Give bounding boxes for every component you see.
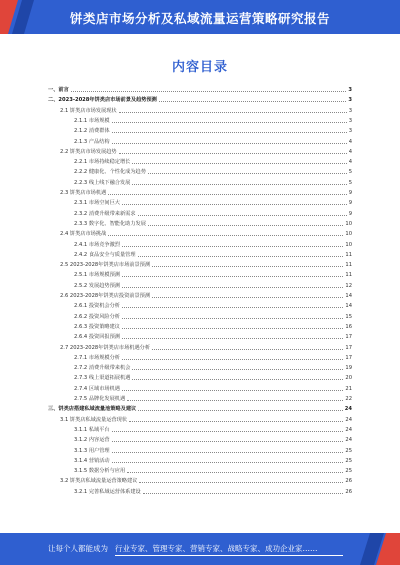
- footer-roles-text: 行业专家、管理专家、营销专家、战略专家、成功企业家……: [115, 544, 318, 553]
- toc-entry[interactable]: [48, 447, 352, 455]
- toc-dot-leader: [148, 173, 347, 174]
- toc-dot-leader: [139, 482, 343, 483]
- toc-entry-page: 21: [345, 385, 352, 392]
- toc-entry[interactable]: [48, 148, 352, 156]
- toc-dot-leader: [159, 101, 347, 102]
- toc-entry-label: 2.3.1 市场空间巨大: [74, 200, 120, 207]
- toc-entry-label: 2.4 饼类店市场挑战: [60, 231, 107, 238]
- toc-entry-label: 三、饼类店搭建私域流量池策略及建议: [48, 406, 137, 413]
- toc-entry[interactable]: [48, 271, 352, 279]
- toc-dot-leader: [112, 132, 347, 133]
- toc-entry-page: 11: [345, 262, 352, 269]
- toc-entry[interactable]: [48, 261, 352, 269]
- toc-dot-leader: [122, 307, 343, 308]
- toc-entry-page: 19: [345, 365, 352, 372]
- toc-entry-label: 2.3 饼类店市场机遇: [60, 190, 107, 196]
- toc-entry-page: 3: [348, 87, 352, 93]
- toc-entry[interactable]: [48, 426, 352, 434]
- page-header: [0, 0, 400, 34]
- toc-entry[interactable]: [48, 323, 352, 331]
- toc-entry-label: 2.6.4 投资回报预测: [74, 334, 120, 341]
- toc-entry-page: 14: [345, 293, 352, 299]
- toc-dot-leader: [108, 235, 343, 236]
- toc-entry-page: 5: [348, 179, 352, 186]
- toc-entry[interactable]: [48, 302, 352, 310]
- toc-entry-page: 10: [345, 220, 352, 227]
- toc-entry[interactable]: [48, 117, 352, 125]
- toc-entry-page: 4: [348, 138, 352, 145]
- toc-entry[interactable]: [48, 158, 352, 166]
- toc-entry-page: 24: [345, 437, 352, 444]
- toc-entry-label: 2.7.3 线上渠道拓展机遇: [74, 375, 131, 382]
- toc-entry-label: 3.1.4 营销活动: [74, 457, 110, 464]
- toc-dot-leader: [122, 328, 343, 329]
- toc-entry-page: 3: [348, 97, 352, 104]
- toc-entry[interactable]: [48, 333, 352, 341]
- toc-entry[interactable]: [48, 282, 352, 290]
- toc-entry-page: 3: [348, 107, 352, 114]
- toc-entry[interactable]: [48, 364, 352, 372]
- toc-entry[interactable]: [48, 241, 352, 249]
- toc-entry-label: 2.6.3 投资策略建议: [74, 323, 120, 330]
- toc-dot-leader: [122, 390, 343, 391]
- toc-dot-leader: [132, 369, 343, 370]
- toc-entry[interactable]: [48, 138, 352, 146]
- toc-entry-label: 2.6 2023-2028年饼类店投资前景预测: [60, 293, 151, 299]
- toc-entry-page: 26: [345, 488, 352, 495]
- toc-entry-label: 2.3.3 数字化、智能化助力发展: [74, 220, 146, 227]
- page-footer: [0, 533, 400, 565]
- toc-entry[interactable]: [48, 86, 352, 94]
- toc-entry-page: 17: [345, 344, 352, 351]
- toc-entry[interactable]: [48, 395, 352, 403]
- toc-dot-leader: [129, 421, 343, 422]
- toc-dot-leader: [119, 153, 347, 154]
- toc-entry-page: 26: [345, 478, 352, 485]
- toc-entry-label: 2.3.2 消费升级带来新需求: [74, 210, 136, 217]
- toc-entry-page: 10: [345, 241, 352, 248]
- toc-entry-page: 3: [348, 128, 352, 135]
- toc-entry[interactable]: [48, 107, 352, 115]
- toc-dot-leader: [122, 287, 343, 288]
- toc-entry-label: 3.2.1 完善私域运营体系建设: [74, 488, 141, 495]
- toc-entry[interactable]: [48, 127, 352, 135]
- toc-dot-leader: [122, 204, 347, 205]
- toc-entry-label: 2.7.4 区域市场机遇: [74, 385, 120, 392]
- toc-dot-leader: [119, 112, 347, 113]
- toc-entry[interactable]: [48, 292, 352, 300]
- toc-dot-leader: [138, 215, 347, 216]
- toc-entry-page: 24: [345, 416, 352, 423]
- toc-dot-leader: [152, 349, 343, 350]
- toc-entry-page: 16: [345, 323, 352, 330]
- footer-decoration: [340, 533, 400, 565]
- toc-entry[interactable]: [48, 313, 352, 321]
- toc-entry-page: 9: [348, 200, 352, 207]
- toc-entry-page: 17: [345, 354, 352, 361]
- toc-entry[interactable]: [48, 477, 352, 485]
- toc-entry-label: 2.5 2023-2028年饼类店市场前景预测: [60, 262, 151, 269]
- toc-entry-page: 9: [348, 190, 352, 196]
- toc-entry[interactable]: [48, 374, 352, 382]
- toc-entry-label: 2.4.2 食品安全与质量管理: [74, 251, 136, 258]
- toc-entry-label: 二、2023-2028年饼类店市场前景及趋势预测: [48, 97, 157, 104]
- toc-dot-leader: [122, 338, 343, 339]
- toc-entry-label: 2.5.2 发展趋势预测: [74, 282, 120, 289]
- toc-title: 内容目录: [171, 60, 228, 75]
- toc-entry[interactable]: [48, 210, 352, 218]
- toc-entry[interactable]: [48, 354, 352, 362]
- toc-entry[interactable]: [48, 436, 352, 444]
- toc-dot-leader: [112, 431, 344, 432]
- toc-entry-page: 4: [348, 148, 352, 155]
- toc-entry-label: 3.2 饼类店私域流量运营策略建议: [60, 478, 138, 485]
- toc-entry-label: 3.1.2 内容运营: [74, 437, 110, 444]
- toc-dot-leader: [127, 400, 343, 401]
- toc-dot-leader: [148, 225, 343, 226]
- toc-dot-leader: [132, 163, 346, 164]
- toc-entry-label: 2.1.3 产品结构: [74, 138, 110, 145]
- toc-entry-label: 3.1 饼类店私域流量运营现状: [60, 416, 127, 423]
- toc-entry-label: 2.6.2 投资风险分析: [74, 313, 120, 320]
- toc-entry-label: 3.1.1 私域平台: [74, 426, 110, 433]
- toc-entry-label: 2.5.1 市场规模预测: [74, 272, 120, 279]
- toc-dot-leader: [152, 297, 343, 298]
- toc-dot-leader: [112, 143, 347, 144]
- toc-entry-page: 9: [348, 210, 352, 217]
- toc-entry[interactable]: [48, 96, 352, 104]
- toc-dot-leader: [143, 493, 344, 494]
- toc-dot-leader: [108, 194, 346, 195]
- toc-entry-label: 2.2.1 市场持续稳定增长: [74, 159, 131, 166]
- toc-entry-page: 11: [345, 272, 352, 279]
- toc-entry-label: 2.7.2 消费升级带来机会: [74, 365, 131, 372]
- toc-entry-page: 24: [344, 406, 352, 413]
- toc-dot-leader: [112, 462, 344, 463]
- toc-entry-label: 2.7.5 品牌化发展机遇: [74, 396, 126, 402]
- toc-entry-page: 22: [345, 396, 352, 402]
- toc-entry-page: 12: [345, 282, 352, 289]
- toc-entry[interactable]: [48, 199, 352, 207]
- toc-entry-page: 17: [345, 334, 352, 341]
- toc-entry[interactable]: [48, 385, 352, 393]
- toc-entry-label: 2.4.1 市场竞争激烈: [74, 241, 120, 248]
- toc-entry[interactable]: [48, 344, 352, 352]
- toc-entry[interactable]: [48, 251, 352, 259]
- toc-dot-leader: [152, 266, 343, 267]
- toc-entry-page: 10: [345, 231, 352, 238]
- toc-entry-page: 24: [345, 426, 352, 433]
- toc-entry[interactable]: [48, 168, 352, 176]
- toc-dot-leader: [122, 359, 343, 360]
- toc-entry-label: 3.1.3 用户管理: [74, 447, 110, 454]
- toc-entry[interactable]: [48, 457, 352, 465]
- toc-entry-label: 2.2.3 线上线下融合发展: [74, 179, 131, 186]
- toc-dot-leader: [127, 472, 343, 473]
- toc-dot-leader: [112, 441, 344, 442]
- toc-entry-label: 一、前言: [48, 87, 69, 93]
- toc-dot-leader: [138, 410, 343, 411]
- toc-dot-leader: [122, 276, 343, 277]
- toc-entry-label: 2.1 饼类店市场发展现状: [60, 107, 117, 114]
- toc-dot-leader: [138, 256, 344, 257]
- toc-entry-label: 2.2.2 健康化、个性化成为趋势: [74, 169, 146, 176]
- toc-entry[interactable]: [48, 416, 352, 424]
- report-title: 饼类店市场分析及私域流量运营策略研究报告: [69, 11, 330, 26]
- toc-entry-page: 20: [345, 375, 352, 382]
- toc-entry-label: 2.7.1 市场规模分析: [74, 354, 120, 361]
- toc-entry-label: 2.1.2 消费群体: [74, 128, 110, 135]
- toc-entry-page: 14: [345, 303, 352, 310]
- toc-entry[interactable]: [48, 405, 352, 413]
- toc-dot-leader: [122, 318, 343, 319]
- toc-dot-leader: [132, 379, 343, 380]
- toc-entry[interactable]: [48, 189, 352, 197]
- toc-entry[interactable]: [48, 220, 352, 228]
- toc-entry[interactable]: [48, 467, 352, 475]
- toc-entry-page: 5: [348, 169, 352, 176]
- footer-underline: [115, 555, 343, 556]
- toc-entry[interactable]: [48, 179, 352, 187]
- toc-entry-page: 25: [345, 447, 352, 454]
- toc-dot-leader: [112, 452, 344, 453]
- toc-entry-page: 11: [345, 251, 352, 258]
- toc-entry-label: 2.1.1 市场规模: [74, 117, 110, 124]
- toc-entry-page: 4: [348, 159, 352, 166]
- toc-dot-leader: [71, 91, 347, 92]
- toc-entry-page: 3: [348, 117, 352, 124]
- toc-entry-label: 3.1.5 数据分析与应用: [74, 468, 126, 475]
- toc-entry[interactable]: [48, 488, 352, 496]
- toc-entry-page: 25: [345, 468, 352, 475]
- footer-lead-text: 让每个人都能成为: [48, 544, 108, 553]
- toc-dot-leader: [132, 184, 346, 185]
- toc-dot-leader: [112, 122, 347, 123]
- toc-entry-label: 2.6.1 投资机会分析: [74, 303, 120, 310]
- toc-dot-leader: [122, 246, 343, 247]
- toc-entry[interactable]: [48, 230, 352, 238]
- toc-entry-label: 2.7 2023-2028年饼类店市场机遇分析: [60, 344, 151, 351]
- toc-entry-page: 15: [345, 313, 352, 320]
- toc-entry-page: 25: [345, 457, 352, 464]
- toc-entry-label: 2.2 饼类店市场发展趋势: [60, 148, 117, 155]
